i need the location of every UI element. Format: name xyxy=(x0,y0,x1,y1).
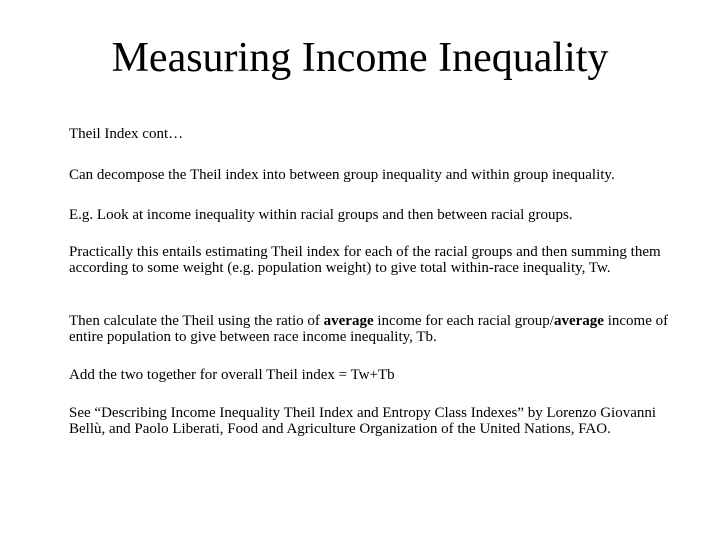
paragraph-between-race xyxy=(69,313,689,345)
paragraph-reference: See “Describing Income Inequality Theil Index and Entropy Class Indexes” by Lorenzo Giovanni Bellù, and Paolo Liberati, Food and Agriculture Organization of the United Nations, FAO. xyxy=(69,405,657,437)
slide-title: Measuring Income Inequality xyxy=(111,35,609,81)
paragraph-decompose: Can decompose the Theil index into between group inequality and within group inequality. xyxy=(69,167,615,183)
paragraph-example: E.g. Look at income inequality within racial groups and then between racial groups. xyxy=(69,207,573,223)
text-segment: income of entire population to give between race income inequality, Tb. xyxy=(69,313,669,345)
paragraph-within-race: Practically this entails estimating Theil index for each of the racial groups and then summing them according to some weight (e.g. population weight) to give total within-race inequality, Tw. xyxy=(69,244,661,276)
bold-average-1: average xyxy=(323,313,374,329)
text-segment: Then calculate the Theil using the ratio of xyxy=(69,313,324,329)
paragraph-theil-cont: Theil Index cont… xyxy=(69,126,184,142)
text-segment: income for each racial group/ xyxy=(373,313,554,329)
bold-average-2: average xyxy=(553,313,604,329)
paragraph-overall: Add the two together for overall Theil index = Tw+Tb xyxy=(69,367,395,383)
